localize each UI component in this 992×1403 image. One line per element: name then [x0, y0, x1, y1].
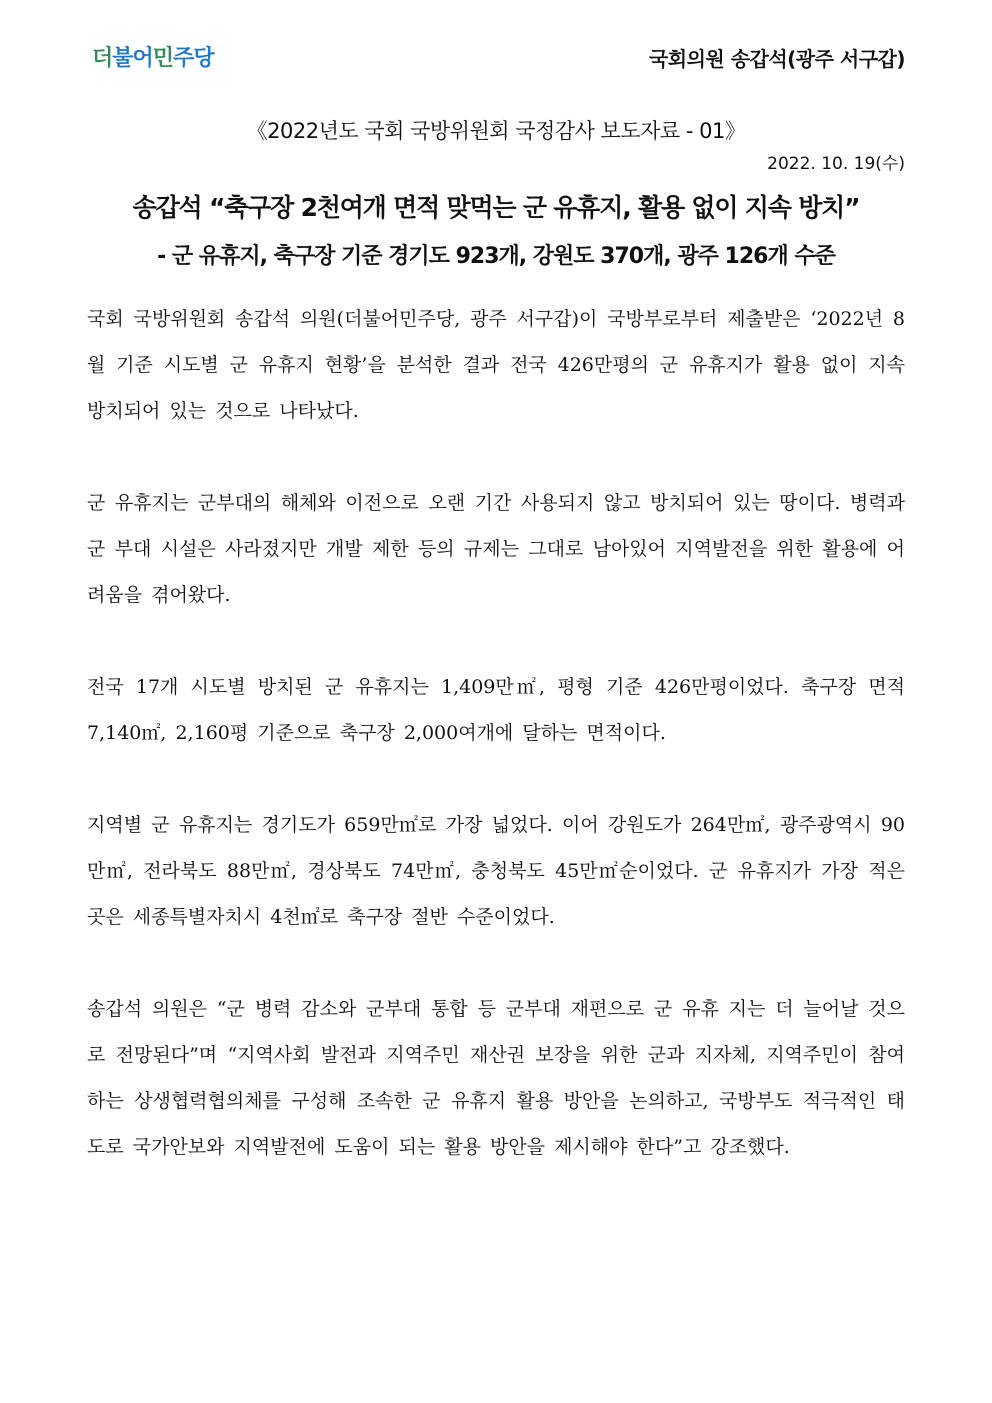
- logo-char: 더: [92, 46, 113, 71]
- paragraph-1: 국회 국방위원회 송갑석 의원(더불어민주당, 광주 서구갑)이 국방부로부터 제출받은 ‘2022년 8월 기준 시도별 군 유휴지 현황’을 분석한 결과 전국 426만평의 군 유휴지가 활용 없이 지속 방치되어 있는 것으로 나타났다.: [87, 308, 905, 422]
- logo-char: 불: [112, 46, 133, 71]
- series-title: 《2022년도 국회 국방위원회 국정감사 보도자료 - 01》: [246, 119, 746, 143]
- release-date: 2022. 10. 19(수): [767, 154, 905, 174]
- logo-char: 어: [132, 46, 153, 71]
- paragraph-4: 지역별 군 유휴지는 경기도가 659만㎡로 가장 넓었다. 이어 강원도가 264만㎡, 광주광역시 90만㎡, 전라북도 88만㎡, 경상북도 74만㎡, 충청북도 45만㎡순이었다. 군 유휴지가 가장 적은 곳은 세종특별자치시 4천㎡로 축구장 절반 수준이었다.: [87, 814, 905, 928]
- headline: 송갑석 “축구장 2천여개 면적 맞먹는 군 유휴지, 활용 없이 지속 방치”: [132, 193, 860, 222]
- member-name: 국회의원 송갑석(광주 서구갑): [648, 47, 905, 71]
- subheadline: - 군 유휴지, 축구장 기준 경기도 923개, 강원도 370개, 광주 126개 수준: [157, 244, 835, 269]
- logo-char: 주: [173, 46, 194, 71]
- paragraph-5: 송갑석 의원은 “군 병력 감소와 군부대 통합 등 군부대 재편으로 군 유휴 지는 더 늘어날 것으로 전망된다”며 “지역사회 발전과 지역주민 재산권 보장을 위한 군과 지자체, 지역주민이 참여하는 상생협력협의체를 구성해 조속한 군 유휴지 활용 방안을 논의하고, 국방부도 적극적인 태도로 국가안보와 지역발전에 도움이 되는 활용 방안을 제시해야 한다”고 강조했다.: [87, 998, 905, 1158]
- logo-char: 민: [152, 46, 174, 71]
- party-logo: [92, 44, 214, 74]
- logo-char: 당: [193, 46, 214, 71]
- article-body: [87, 296, 905, 1216]
- paragraph-3: 전국 17개 시도별 방치된 군 유휴지는 1,409만㎡, 평형 기준 426만평이었다. 축구장 면적 7,140㎡, 2,160평 기준으로 축구장 2,000여개에 달하는 면적이다.: [87, 676, 905, 744]
- paragraph-2: 군 유휴지는 군부대의 해체와 이전으로 오랜 기간 사용되지 않고 방치되어 있는 땅이다. 병력과 군 부대 시설은 사라졌지만 개발 제한 등의 규제는 그대로 남아있어 지역발전을 위한 활용에 어려움을 겪어왔다.: [87, 492, 905, 606]
